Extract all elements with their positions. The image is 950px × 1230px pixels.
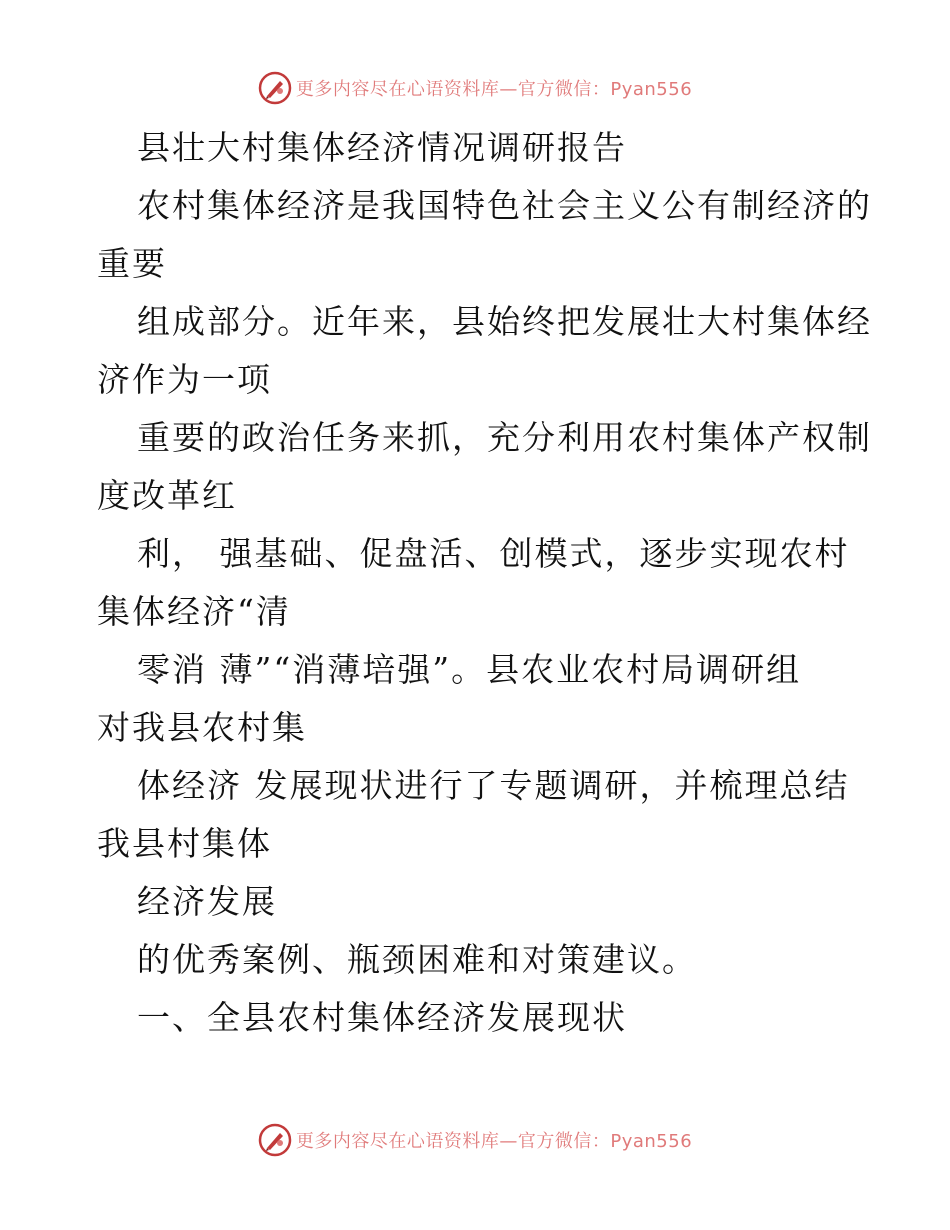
paragraph-line: 利， 强基础、促盘活、创模式，逐步实现农村 [137,534,850,573]
document-title: 县壮大村集体经济情况调研报告 [137,128,627,167]
watermark-text: 更多内容尽在心语资料库—官方微信：Pyan556 [295,1131,693,1152]
paragraph-line: 集体经济“清 [97,592,291,631]
pen-logo-icon [258,1123,292,1157]
paragraph-line: 对我县农村集 [97,708,307,747]
footer-watermark [0,1120,950,1160]
paragraph-line: 重要 [97,244,167,283]
paragraph-line: 济作为一项 [97,360,272,399]
paragraph-line: 度改革红 [97,476,237,515]
paragraph-line: 农村集体经济是我国特色社会主义公有制经济的 [137,186,872,225]
watermark-text: 更多内容尽在心语资料库—官方微信：Pyan556 [295,79,693,100]
section-heading: 一、全县农村集体经济发展现状 [137,998,627,1037]
paragraph-line: 的优秀案例、瓶颈困难和对策建议。 [137,940,697,979]
paragraph-line: 经济发展 [137,882,277,921]
paragraph-line: 重要的政治任务来抓，充分利用农村集体产权制 [137,418,872,457]
paragraph-line: 我县村集体 [97,824,272,863]
paragraph-line: 零消 薄”“消薄培强”。县农业农村局调研组 [137,650,802,689]
paragraph-line: 组成部分。近年来，县始终把发展壮大村集体经 [137,302,872,341]
paragraph-line: 体经济 发展现状进行了专题调研，并梳理总结 [137,766,850,805]
